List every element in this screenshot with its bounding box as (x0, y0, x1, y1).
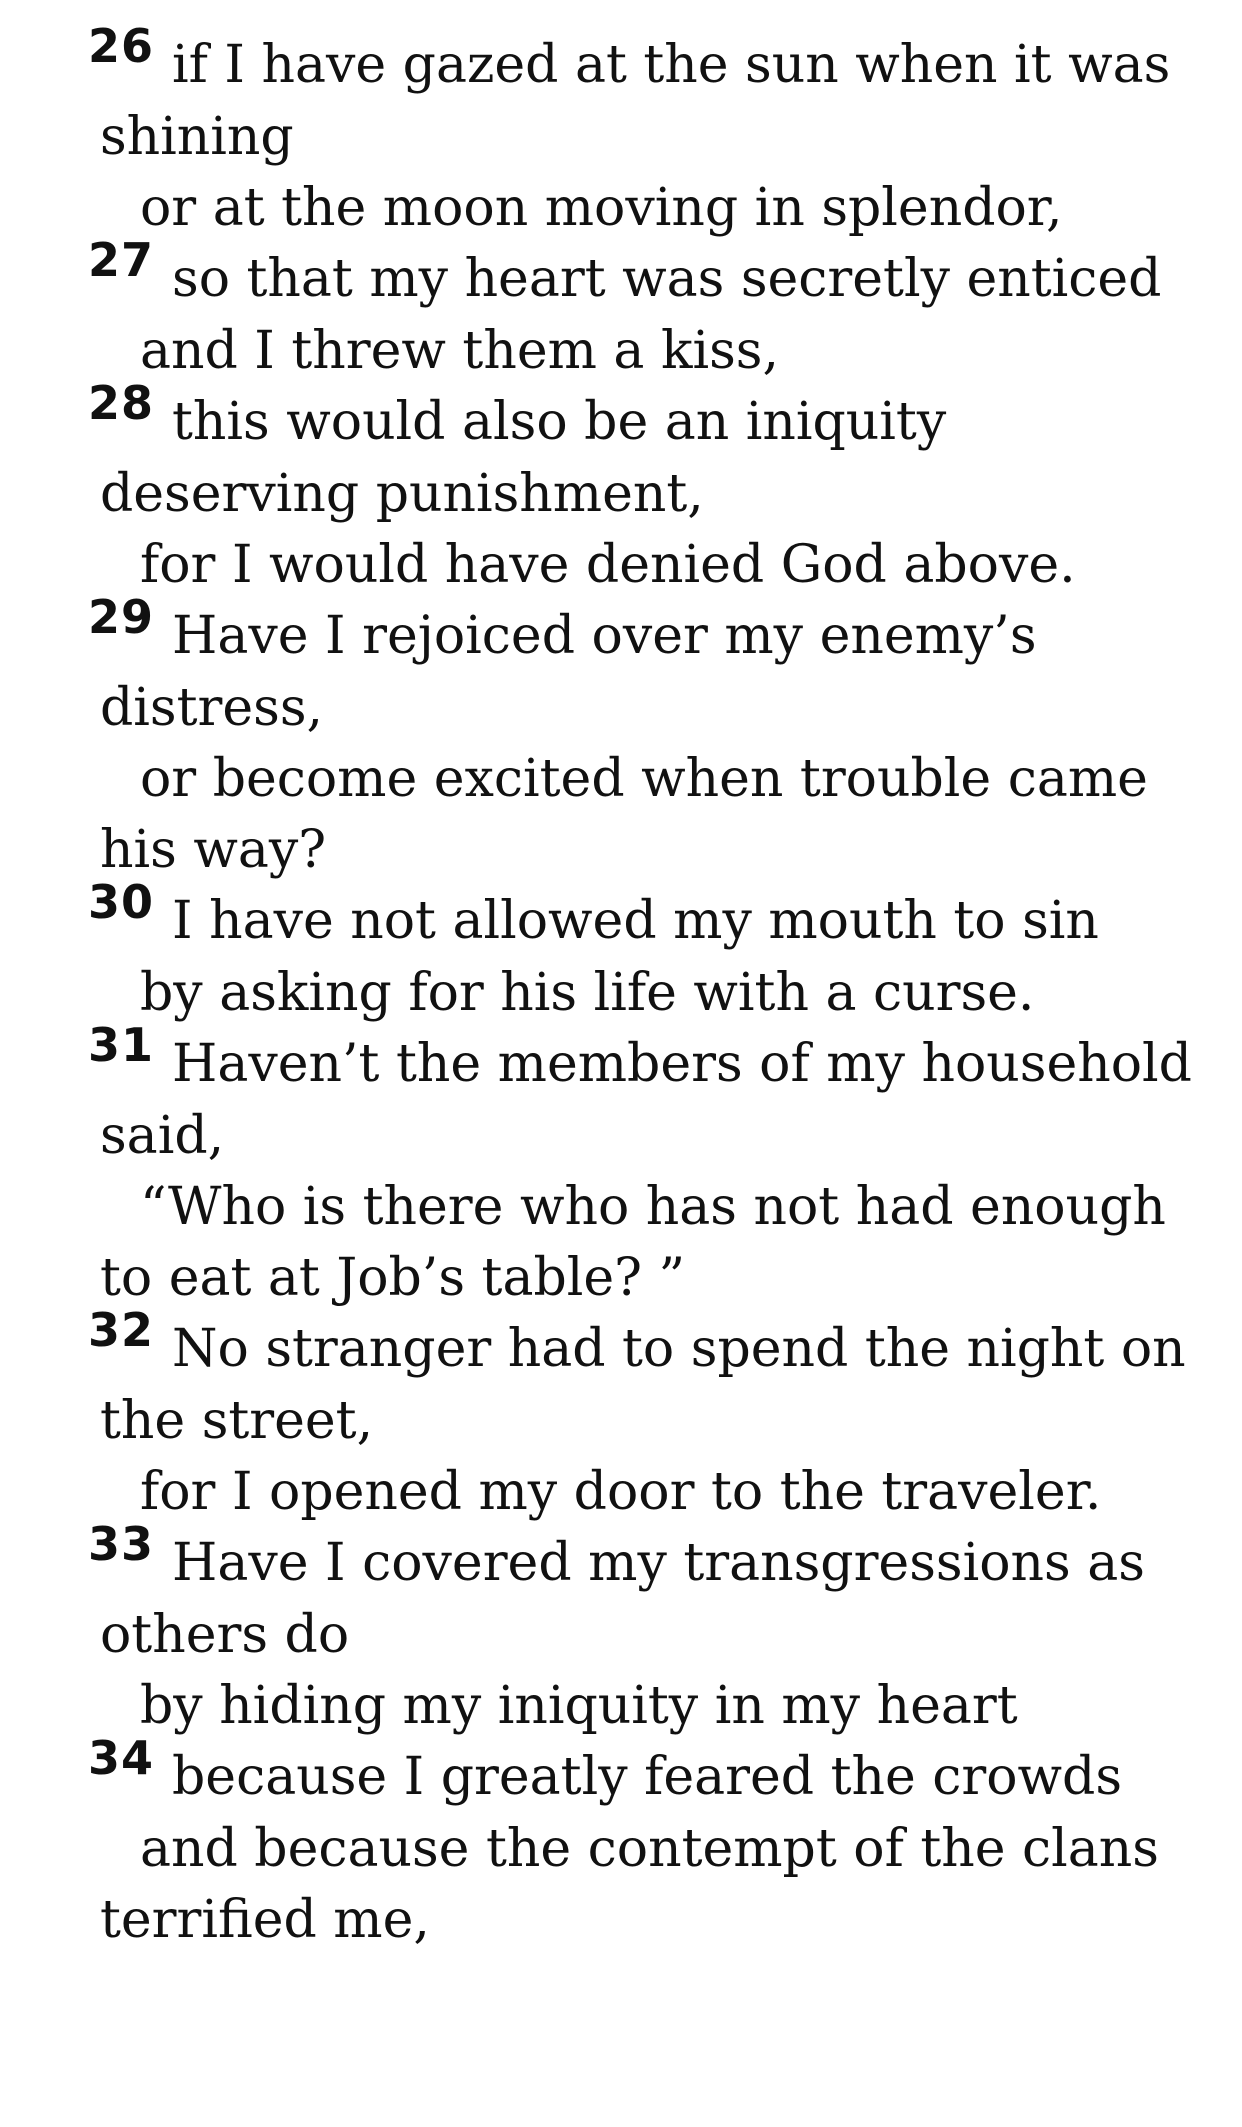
verse-line (88, 1731, 1202, 1814)
verse-text: Have I covered my transgressions as others do (100, 1533, 1145, 1665)
verse-number: 28 (88, 376, 155, 430)
verse-text: No stranger had to spend the night on the street, (100, 1319, 1186, 1451)
verse-text: Have I rejoiced over my enemy’s distress, (100, 606, 1037, 738)
verse-text: so that my heart was secretly enticed (172, 249, 1162, 309)
verse-number: 27 (88, 233, 155, 287)
verse-28 (88, 376, 1202, 601)
verse-text: by asking for his life with a curse. (140, 963, 1035, 1023)
verse-number: 29 (88, 590, 155, 644)
verse-number: 33 (88, 1517, 155, 1571)
verse-number: 30 (88, 875, 155, 929)
verse-number: 31 (88, 1018, 155, 1072)
verse-text: if I have gazed at the sun when it was shining (100, 35, 1171, 167)
verse-line (88, 590, 1202, 744)
verse-text: I have not allowed my mouth to sin (172, 891, 1099, 951)
verse-line (88, 19, 1202, 173)
verse-text: or become excited when trouble came his way? (100, 749, 1148, 880)
verse-line (88, 233, 1202, 316)
verse-30 (88, 875, 1202, 1029)
verse-number: 32 (88, 1303, 155, 1357)
verse-text: Haven’t the members of my household said, (100, 1034, 1192, 1166)
verse-text: because I greatly feared the crowds (172, 1747, 1123, 1807)
verse-text: and because the contempt of the clans terrified me, (100, 1819, 1159, 1950)
verse-26 (88, 19, 1202, 244)
verse-33 (88, 1517, 1202, 1742)
verse-number: 26 (88, 19, 155, 73)
verse-line (88, 1517, 1202, 1671)
verse-number: 34 (88, 1731, 155, 1785)
verse-text: for I would have denied God above. (140, 535, 1076, 595)
verse-text: this would also be an iniquity deserving punishment, (100, 392, 947, 524)
verse-text: “Who is there who has not had enough to eat at Job’s table? ” (100, 1177, 1166, 1308)
verse-34 (88, 1731, 1202, 1956)
verse-text: and I threw them a kiss, (140, 321, 780, 381)
verse-32 (88, 1303, 1202, 1528)
verse-line (88, 1018, 1202, 1172)
verse-31 (88, 1018, 1202, 1314)
verse-text: for I opened my door to the traveler. (140, 1462, 1102, 1522)
verse-27 (88, 233, 1202, 387)
verse-line (88, 1303, 1202, 1457)
verse-29 (88, 590, 1202, 886)
verse-line (88, 376, 1202, 530)
verse-line (88, 875, 1202, 958)
verse-text: by hiding my iniquity in my heart (140, 1676, 1018, 1736)
verse-text: or at the moon moving in splendor, (140, 178, 1063, 238)
